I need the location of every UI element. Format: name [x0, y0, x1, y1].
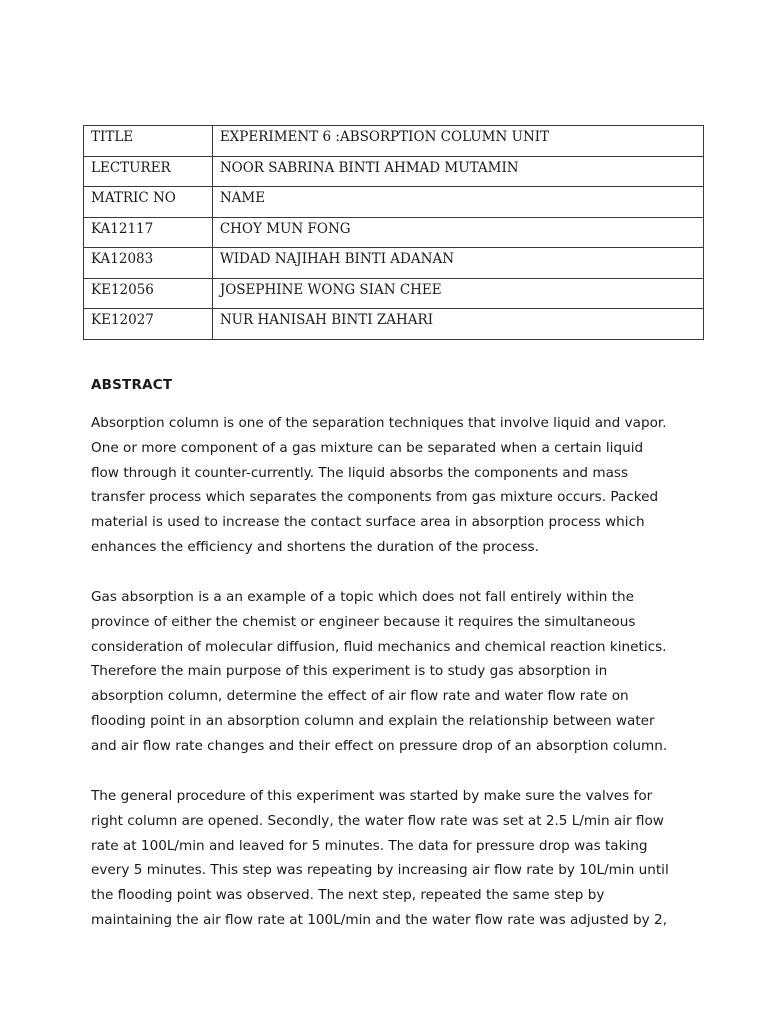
- table-cell-label: KE12027: [84, 309, 213, 340]
- table-row: [84, 126, 704, 157]
- abstract-paragraph: [91, 585, 691, 759]
- table-cell-label: MATRIC NO: [84, 187, 213, 218]
- text-line: maintaining the air flow rate at 100L/min and the water flow rate was adjusted by 2,: [91, 911, 668, 928]
- table-cell-value: CHOY MUN FONG: [212, 217, 703, 248]
- abstract-paragraph: [91, 784, 691, 933]
- table-cell-label: TITLE: [84, 126, 213, 157]
- table-cell-value: JOSEPHINE WONG SIAN CHEE: [212, 278, 703, 309]
- text-line: Gas absorption is a an example of a topic which does not fall entirely within the: [91, 589, 635, 605]
- text-line: Absorption column is one of the separation techniques that involve liquid and vapor.: [91, 415, 667, 431]
- text-line: The general procedure of this experiment was started by make sure the valves for: [91, 788, 653, 804]
- table-row: [84, 278, 704, 309]
- table-cell-label: KA12117: [84, 217, 213, 248]
- text-line: absorption column, determine the effect of air flow rate and water flow rate on: [91, 688, 629, 705]
- table-row: [84, 248, 704, 279]
- table-cell-label: KE12056: [84, 278, 213, 309]
- text-line: enhances the efficiency and shortens the duration of the process.: [91, 538, 539, 555]
- text-line: Therefore the main purpose of this experiment is to study gas absorption in: [91, 663, 608, 680]
- table-cell-value: WIDAD NAJIHAH BINTI ADANAN: [212, 248, 703, 279]
- text-line: the flooding point was observed. The next step, repeated the same step by: [91, 887, 605, 904]
- table-cell-label: LECTURER: [84, 156, 213, 187]
- text-line: flooding point in an absorption column and explain the relationship between water: [91, 712, 655, 729]
- table-cell-value: NOOR SABRINA BINTI AHMAD MUTAMIN: [212, 156, 703, 187]
- text-line: One or more component of a gas mixture can be separated when a certain liquid: [91, 439, 644, 456]
- text-line: transfer process which separates the components from gas mixture occurs. Packed: [91, 489, 659, 506]
- table-row: [84, 309, 704, 340]
- text-line: rate at 100L/min and leaved for 5 minutes. The data for pressure drop was taking: [91, 837, 648, 854]
- table-cell-value: EXPERIMENT 6 :ABSORPTION COLUMN UNIT: [212, 126, 703, 157]
- text-line: consideration of molecular diffusion, fluid mechanics and chemical reaction kinetics.: [91, 638, 667, 655]
- abstract-paragraph: [91, 411, 691, 560]
- text-line: every 5 minutes. This step was repeating by increasing air flow rate by 10L/min until: [91, 862, 669, 879]
- table-row: [84, 156, 704, 187]
- text-line: right column are opened. Secondly, the water flow rate was set at 2.5 L/min air flow: [91, 812, 664, 829]
- text-line: province of either the chemist or engineer because it requires the simultaneous: [91, 613, 636, 630]
- table-cell-label: KA12083: [84, 248, 213, 279]
- text-line: material is used to increase the contact surface area in absorption process which: [91, 514, 645, 531]
- experiment-info-table: [83, 125, 704, 340]
- text-line: flow through it counter-currently. The liquid absorbs the components and mass: [91, 464, 629, 481]
- abstract-heading: ABSTRACT: [91, 377, 173, 393]
- text-line: and air flow rate changes and their effect on pressure drop of an absorption column.: [91, 737, 668, 754]
- table-row: [84, 187, 704, 218]
- table-row: [84, 217, 704, 248]
- table-cell-value: NAME: [212, 187, 703, 218]
- table-cell-value: NUR HANISAH BINTI ZAHARI: [212, 309, 703, 340]
